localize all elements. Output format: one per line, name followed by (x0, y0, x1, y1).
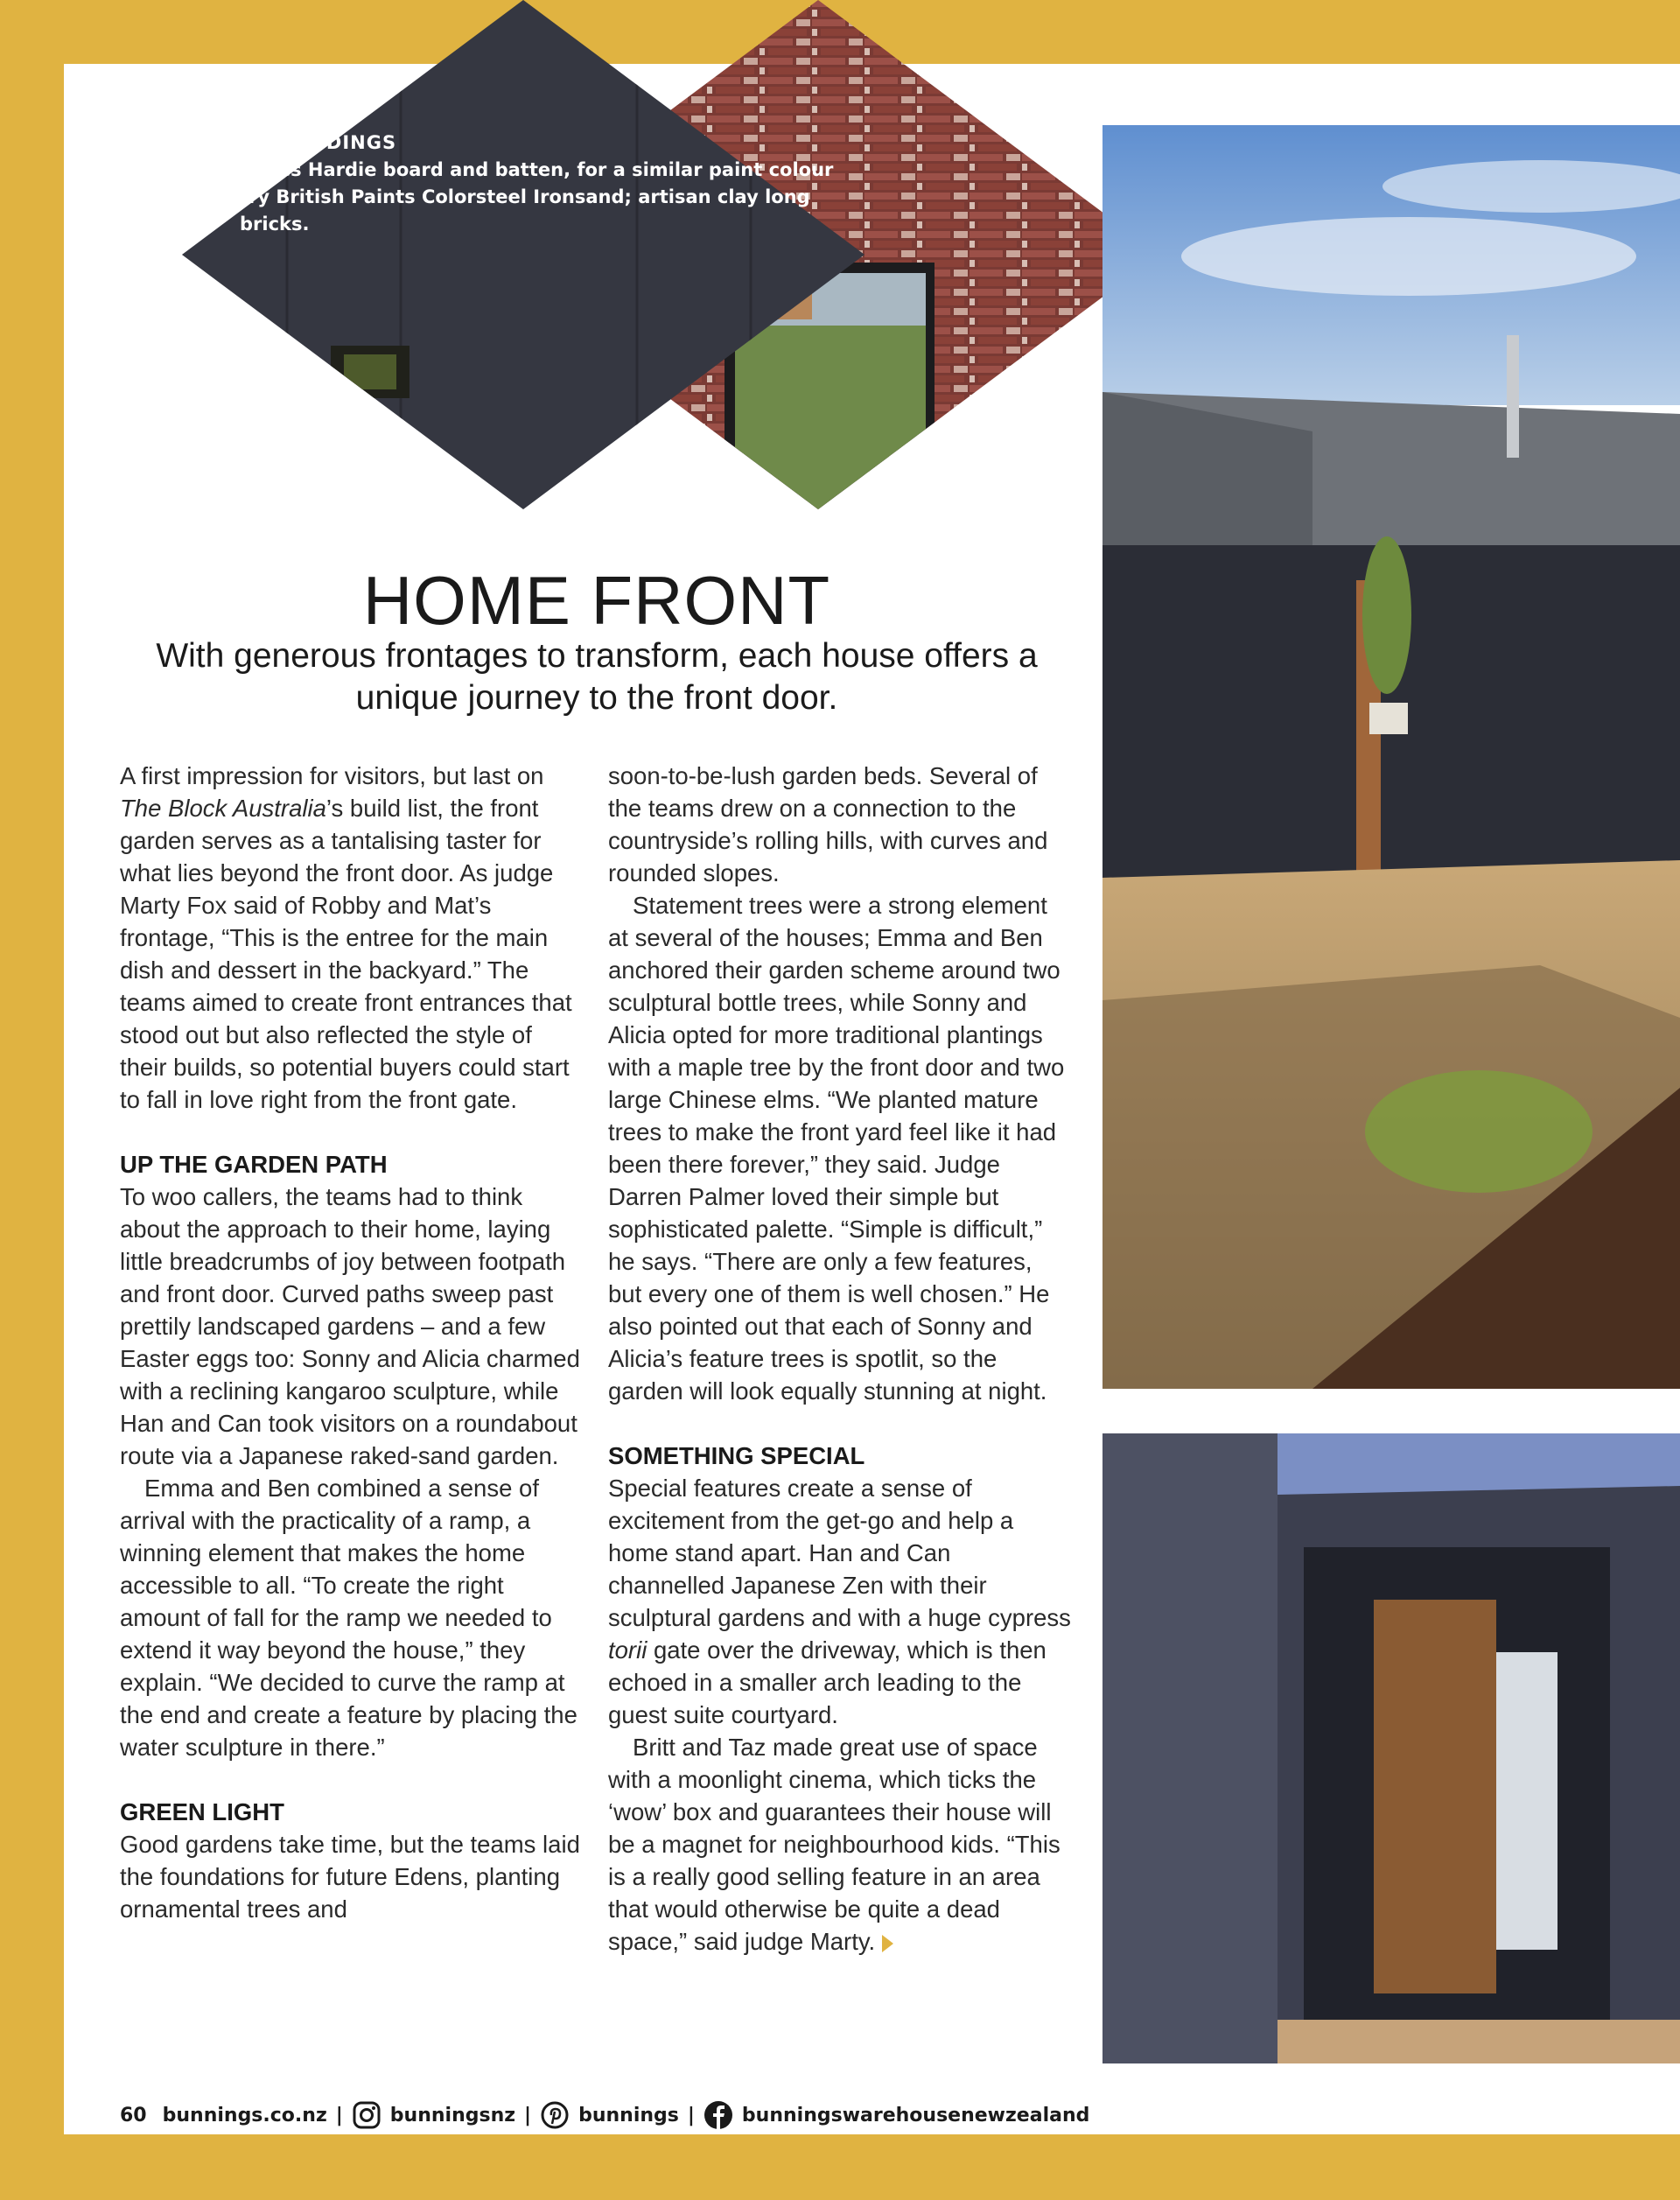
facebook-handle[interactable]: bunningswarehousenewzealand (741, 2104, 1090, 2126)
green-light-paragraph-1-start: Good gardens take time, but the teams laid the foundations for future Edens, planting ornamental trees and (120, 1831, 580, 1923)
separator: | (524, 2104, 532, 2126)
section-heading-garden-path: UP THE GARDEN PATH (120, 1151, 388, 1178)
separator: | (335, 2104, 343, 2126)
section-heading-something-special: SOMETHING SPECIAL (608, 1442, 865, 1469)
instagram-icon (352, 2100, 382, 2130)
show-title: The Block Australia (120, 795, 326, 822)
something-special-paragraph-1: Special features create a sense of excitement from the get-go and help a home stand apart. Han and Can channelled Japanese Zen with their sculptural gardens and with a huge cypress torii gate over the driveway, which is then echoed in a smaller arch leading to the guest suite courtyard. (608, 1475, 1071, 1728)
separator: | (687, 2104, 695, 2126)
house-exterior-photo (1102, 125, 1680, 1389)
diamond-photo-collage (182, 0, 1162, 509)
page-footer (120, 2100, 1089, 2130)
pinterest-icon (540, 2100, 570, 2130)
front-door-photo (1102, 1433, 1680, 2063)
garden-path-paragraph-2: Emma and Ben combined a sense of arrival with the practicality of a ramp, a winning element that makes the home accessible to all. “To create the right amount of fall for the ramp we needed to extend it way beyond the house,” they explain. “We decided to curve the ramp at the end and create a feature by placing the water sculpture in there.” (120, 1475, 578, 1761)
green-light-paragraph-1-end: soon-to-be-lush garden beds. Several of the teams drew on a connection to the countryside’s rolling hills, with curves and rounded slopes. (608, 762, 1048, 886)
instagram-handle[interactable]: bunningsnz (389, 2104, 516, 2126)
article-headline: HOME FRONT (362, 562, 831, 639)
right-text-column (608, 760, 1072, 1958)
section-heading-green-light: GREEN LIGHT (120, 1798, 284, 1825)
facebook-icon (704, 2100, 733, 2130)
photo-caption (240, 130, 852, 238)
page-number: 60 (120, 2104, 147, 2126)
triangle-end-mark-icon (882, 1935, 893, 1952)
green-light-paragraph-2: Statement trees were a strong element at several of the houses; Emma and Ben anchored their garden scheme around two sculptural bottle trees, while Sonny and Alicia opted for more traditional plantings with a maple tree by the front door and two large Chinese elms. “We planted mature trees to make the front yard feel like it had been there forever,” they said. Judge Darren Palmer loved their simple but sophisticated palette. “Simple is difficult,” he says. “There are only a few features, but every one of them is well chosen.” He also pointed out that each of Sonny and Alicia’s feature trees is spotlit, so the garden will look equally stunning at night. (608, 892, 1065, 1405)
garden-path-paragraph-1: To woo callers, the teams had to think about the approach to their home, laying little breadcrumbs of joy between footpath and front door. Curved paths sweep past prettily landscaped gardens – and a few Easter eggs too: Sonny and Alicia charmed with a reclining kangaroo sculpture, while Han and Can took visitors on a roundabout route via a Japanese raked-sand garden. (120, 1183, 580, 1469)
pinterest-handle[interactable]: bunnings (578, 2104, 679, 2126)
intro-paragraph: A first impression for visitors, but last on The Block Australia’s build list, the front garden serves as a tantalising taster for what lies beyond the front door. As judge Marty Fox said of Robby and Mat’s frontage, “This is the entree for the main dish and dessert in the backyard.” The teams aimed to create front entrances that stood out but also reflected the style of their builds, so potential buyers could start to fall in love right from the front gate. (120, 762, 572, 1113)
something-special-paragraph-2: Britt and Taz made great use of space with a moonlight cinema, which ticks the ‘wow’ box and guarantees their house will be a magnet for neighbourhood kids. “This is a really good selling feature in an area that would otherwise be quite a dead space,” said judge Marty. (608, 1734, 1060, 1955)
caption-title: CLAD TIDINGS (240, 132, 397, 153)
left-text-column (120, 760, 584, 1925)
website-link[interactable]: bunnings.co.nz (162, 2104, 327, 2126)
article-standfirst: With generous frontages to transform, each house offers a unique journey to the front door. (156, 637, 1038, 717)
caption-text: James Hardie board and batten, for a similar paint colour try British Paints Colorsteel Ironsand; artisan clay long bricks. (240, 159, 834, 235)
